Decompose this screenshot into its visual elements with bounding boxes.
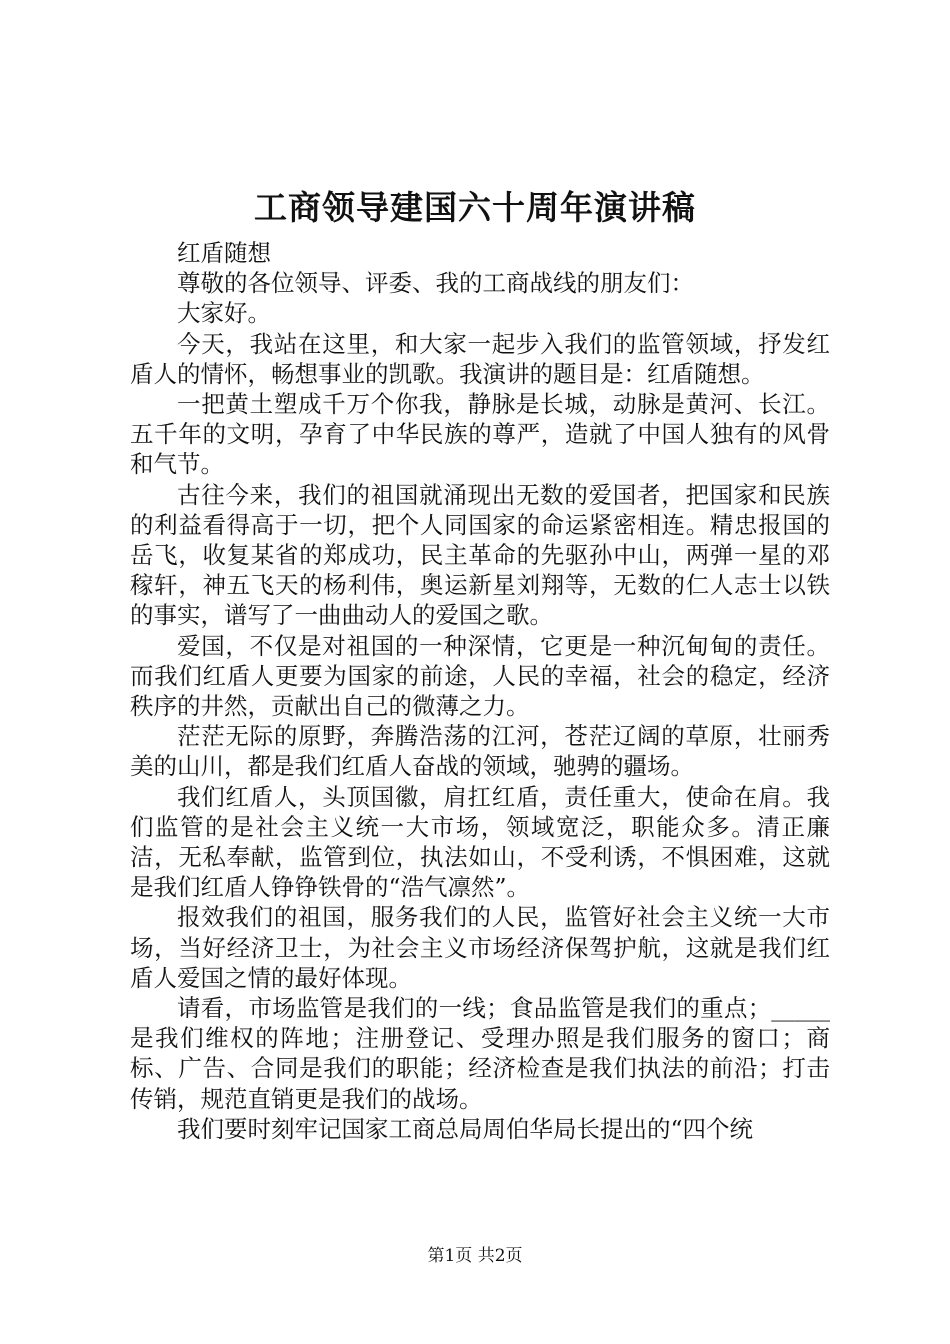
body-paragraph: 今天，我站在这里，和大家一起步入我们的监管领域，抒发红盾人的情怀，畅想事业的凯歌。我演讲的题目是：红盾随想。	[130, 329, 830, 388]
body-paragraph: 一把黄土塑成千万个你我，静脉是长城，动脉是黄河、长江。五千年的文明，孕育了中华民族的尊严，造就了中国人独有的风骨和气节。	[130, 390, 830, 479]
body-paragraph: 茫茫无际的原野，奔腾浩荡的江河，苍茫辽阔的草原，壮丽秀美的山川，都是我们红盾人奋战的领域，驰骋的疆场。	[130, 722, 830, 781]
document-body	[130, 238, 830, 1144]
greeting-paragraph: 大家好。	[177, 299, 271, 328]
subtitle-paragraph: 红盾随想	[177, 239, 271, 267]
document-title: 工商领导建国六十周年演讲稿	[254, 188, 696, 227]
body-paragraph: 报效我们的祖国，服务我们的人民，监管好社会主义统一大市场，当好经济卫士，为社会主义市场经济保驾护航，这就是我们红盾人爱国之情的最好体现。	[130, 903, 830, 992]
body-paragraph: 请看，市场监管是我们的一线；食品监管是我们的重点；_____是我们维权的阵地；注册登记、受理办照是我们服务的窗口；商标、广告、合同是我们的职能；经济检查是我们执法的前沿；打击传销，规范直销更是我们的战场。	[130, 994, 830, 1113]
salutation-paragraph: 尊敬的各位领导、评委、我的工商战线的朋友们：	[177, 269, 694, 298]
body-paragraph: 爱国，不仅是对祖国的一种深情，它更是一种沉甸甸的责任。而我们红盾人更要为国家的前途，人民的幸福，社会的稳定，经济秩序的井然，贡献出自己的微薄之力。	[130, 631, 830, 721]
body-paragraph: 我们红盾人，头顶国徽，肩扛红盾，责任重大，使命在肩。我们监管的是社会主义统一大市场，领域宽泛，职能众多。清正廉洁，无私奉献，监管到位，执法如山，不受利诱，不惧困难，这就是我们红盾人铮铮铁骨的“浩气凛然”。	[130, 782, 830, 902]
body-paragraph: 古往今来，我们的祖国就涌现出无数的爱国者，把国家和民族的利益看得高于一切，把个人同国家的命运紧密相连。精忠报国的岳飞，收复某省的郑成功，民主革命的先驱孙中山，两弹一星的邓稼轩，神五飞天的杨利伟，奥运新星刘翔等，无数的仁人志士以铁的事实，谱写了一曲曲动人的爱国之歌。	[130, 480, 830, 630]
body-paragraph: 我们要时刻牢记国家工商总局周伯华局长提出的“四个统	[177, 1114, 754, 1143]
page-footer: 第1页 共2页	[427, 1246, 523, 1266]
